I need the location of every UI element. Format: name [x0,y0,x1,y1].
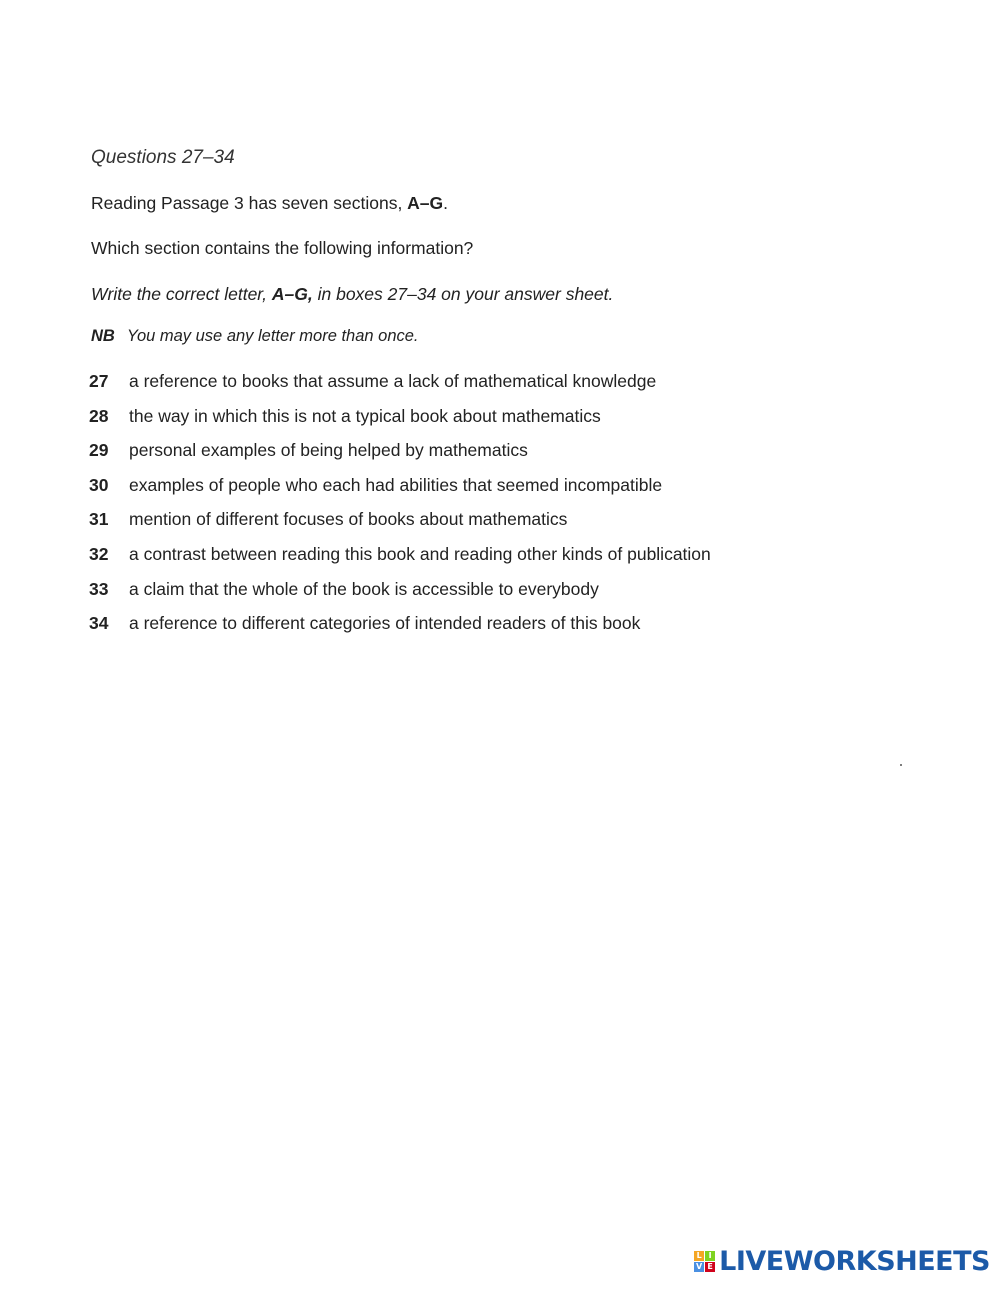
question-text: a reference to different categories of intended readers of this book [129,613,641,633]
question-item [89,475,662,496]
instruction-write [91,284,613,305]
question-text: a reference to books that assume a lack of mathematical knowledge [129,371,657,391]
nb-label: NB [91,327,115,345]
question-number: 27 [89,371,109,391]
logo-mark-icon [694,1251,715,1272]
instruction-sections-prefix: Reading Passage 3 has seven sections, [91,193,408,213]
question-text: mention of different focuses of books about mathematics [129,509,568,529]
nb-text: You may use any letter more than once. [126,327,419,345]
instruction-write-range: A–G, [271,284,313,304]
instruction-write-suffix: in boxes 27–34 on your answer sheet. [312,284,614,304]
question-number: 31 [89,509,109,529]
logo-letter-v: V [696,1262,703,1271]
question-number: 30 [89,475,109,495]
question-number: 33 [89,579,109,599]
liveworksheets-logo [694,1246,990,1277]
question-text: the way in which this is not a typical book about mathematics [129,406,601,426]
stray-dot [900,764,902,766]
question-text: examples of people who each had abilities that seemed incompatible [129,475,663,495]
logo-wordmark: LIVEWORKSHEETS [719,1246,990,1277]
question-item [89,371,656,392]
question-item [89,613,640,634]
question-item [89,544,711,565]
question-item [89,509,567,530]
question-item [89,579,599,600]
question-text: a claim that the whole of the book is accessible to everybody [129,579,599,599]
instruction-sections [91,193,448,214]
instruction-sections-suffix: . [443,193,449,213]
instruction-write-prefix: Write the correct letter, [91,284,272,304]
logo-letter-e: E [705,1262,715,1272]
question-text: personal examples of being helped by mathematics [129,440,528,460]
instruction-sections-range: A–G [407,193,444,213]
question-item [89,406,601,427]
questions-heading: Questions 27–34 [91,147,235,168]
logo-letter-i: I [705,1251,715,1261]
question-item [89,440,528,461]
question-text: a contrast between reading this book and reading other kinds of publication [129,544,711,564]
question-number: 29 [89,440,109,460]
question-number: 28 [89,406,109,426]
logo-letter-l: L [694,1251,704,1261]
nb-note [91,327,419,346]
instruction-question: Which section contains the following information? [91,238,474,258]
question-number: 34 [89,613,109,633]
question-number: 32 [89,544,109,564]
